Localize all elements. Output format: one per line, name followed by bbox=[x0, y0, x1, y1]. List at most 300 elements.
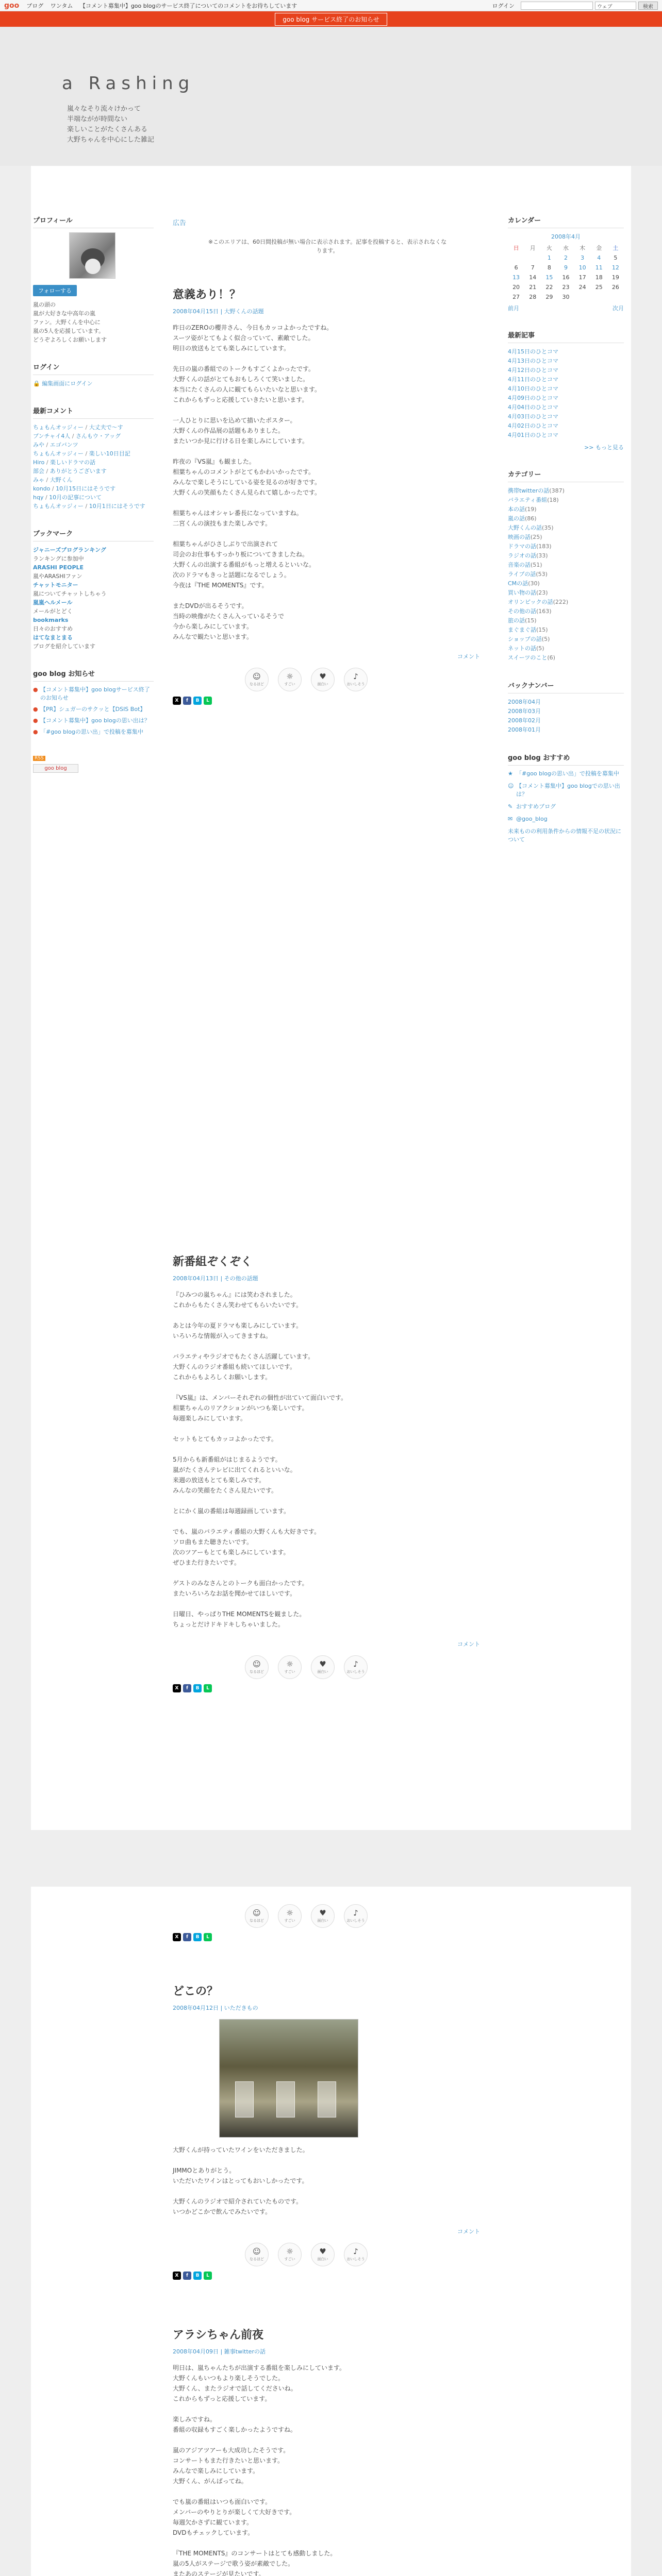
comment-item[interactable] bbox=[33, 493, 154, 502]
recommend-item[interactable] bbox=[508, 770, 624, 778]
post bbox=[173, 286, 482, 705]
line-share-icon[interactable]: L bbox=[204, 1933, 212, 1941]
category-name[interactable]: その他の話 bbox=[508, 608, 536, 615]
category-name[interactable]: CMの話 bbox=[508, 580, 528, 587]
post-paragraph: 一人ひとりに思いを込めて描いたポスター。 大野くんの作品展の話題もありました。 またいつか見に行ける日を楽しみにしています。 bbox=[173, 417, 309, 445]
calendar-day: 27 bbox=[512, 294, 520, 300]
category-item[interactable] bbox=[508, 551, 624, 561]
comment-on: / bbox=[44, 468, 50, 474]
notice-bar bbox=[0, 11, 662, 27]
profile-block bbox=[33, 215, 154, 344]
category-item[interactable] bbox=[508, 579, 624, 588]
backnumber-link[interactable]: 2008年01月 bbox=[508, 726, 541, 733]
backnumber-heading: バックナンバー bbox=[508, 680, 624, 693]
calendar-day: 14 bbox=[529, 274, 537, 281]
top-link-comment[interactable]: 【コメント募集中】goo blogのサービス終了についてのコメントをお待ちしています bbox=[79, 2, 297, 9]
category-item[interactable] bbox=[508, 542, 624, 551]
news-item[interactable] bbox=[33, 717, 154, 725]
recent-posts-block bbox=[508, 330, 624, 451]
comment-author[interactable]: ちょもんオッジィー bbox=[33, 424, 84, 431]
category-name[interactable]: バラエティ番組 bbox=[508, 497, 548, 503]
backnumber-link[interactable]: 2008年04月 bbox=[508, 699, 541, 705]
goo-logo[interactable]: goo bbox=[4, 1, 20, 10]
calendar-day[interactable]: 13 bbox=[512, 274, 520, 281]
goo-blog-badge[interactable]: goo blog bbox=[33, 764, 78, 773]
comment-post-link[interactable]: 10月の記事について bbox=[49, 494, 102, 501]
main-column bbox=[173, 1253, 482, 1692]
comment-author[interactable]: 部会 bbox=[33, 468, 44, 474]
ad-heading: 広告 bbox=[173, 219, 187, 227]
news-link[interactable]: 【コメント募集中】goo blogサービス終了のお知らせ bbox=[40, 686, 150, 701]
post-title[interactable]: アラシちゃん前夜 bbox=[173, 2329, 264, 2342]
facebook-share-icon[interactable]: f bbox=[183, 2272, 191, 2280]
category-item[interactable] bbox=[508, 561, 624, 570]
category-name[interactable]: オリンピックの話 bbox=[508, 599, 553, 605]
category-item[interactable] bbox=[508, 523, 624, 533]
reaction-button[interactable] bbox=[245, 668, 269, 691]
backnumber-link[interactable]: 2008年03月 bbox=[508, 708, 541, 715]
comment-post-link[interactable]: さんもウ・アッグ bbox=[75, 433, 121, 439]
post-date[interactable]: 2008年04月13日 | その他の話題 bbox=[173, 1275, 258, 1282]
comment-post-link[interactable]: 楽しいドラマの話 bbox=[50, 459, 96, 466]
reaction-button[interactable] bbox=[245, 1904, 269, 1928]
category-name[interactable]: 携帯twitterの話 bbox=[508, 487, 550, 494]
login-link-side[interactable]: 🔒 編集画面にログイン bbox=[33, 380, 93, 387]
comment-item[interactable] bbox=[33, 423, 154, 432]
x-share-icon[interactable]: X bbox=[173, 697, 181, 705]
calendar-day: 26 bbox=[611, 284, 619, 291]
category-name[interactable]: スイーツのこと bbox=[508, 654, 548, 661]
recent-comments-heading: 最新コメント bbox=[33, 405, 154, 419]
reaction-label: 面白い bbox=[317, 1670, 328, 1674]
calendar-day bbox=[591, 292, 607, 302]
section-gap bbox=[31, 1830, 631, 1887]
reaction-label: おいしそう bbox=[346, 682, 365, 686]
comment-author[interactable]: hqy bbox=[33, 494, 44, 501]
calendar-day[interactable]: 2 bbox=[564, 255, 568, 261]
post-title[interactable]: 新番組ぞくぞく bbox=[173, 1256, 253, 1268]
post-body bbox=[173, 1290, 482, 1630]
comment-on: / bbox=[44, 459, 51, 466]
category-item[interactable] bbox=[508, 570, 624, 579]
reaction-icon: ☺ bbox=[253, 672, 261, 681]
post-paragraph: 5月からも新番組がはじまるようです。 嵐がたくさんテレビに出てくれるといいな。 来週の放送もとても楽しみです。 みんなの笑顔をたくさん見たいです。 bbox=[173, 1456, 296, 1494]
reaction-button[interactable] bbox=[278, 2243, 302, 2266]
recommend-item[interactable] bbox=[508, 803, 624, 811]
bookmark-link[interactable]: 嵐嵐ヘルメール bbox=[33, 599, 73, 606]
blog-header bbox=[0, 27, 662, 166]
reaction-buttons bbox=[245, 668, 482, 691]
recommend-link[interactable]: 【コメント募集中】goo blogでの思い出は？ bbox=[516, 783, 620, 798]
reaction-icon: ☼ bbox=[286, 672, 293, 681]
recommend-item[interactable] bbox=[508, 815, 624, 823]
hatena-share-icon[interactable]: B bbox=[193, 697, 202, 705]
reaction-button[interactable] bbox=[278, 1655, 302, 1679]
category-item[interactable] bbox=[508, 625, 624, 635]
calendar-day: 16 bbox=[562, 274, 570, 281]
recent-post-link[interactable]: 4月01日のひとコマ bbox=[508, 432, 558, 438]
post-paragraph: ゲストのみなさんとのトークも面白かったです。 またいろいろなお話を聞かせてほしいです。 bbox=[173, 1580, 308, 1597]
comment-item[interactable] bbox=[33, 458, 154, 467]
comment-item[interactable] bbox=[33, 476, 154, 484]
rss-icon[interactable]: RSS bbox=[33, 756, 45, 761]
post-paragraph: 『ひみつの嵐ちゃん』には笑わされました。 これからもたくさん笑わせてもらいたいです。 bbox=[173, 1291, 303, 1309]
recent-post-link[interactable]: 4月10日のひとコマ bbox=[508, 385, 558, 392]
reaction-button[interactable] bbox=[278, 1904, 302, 1928]
recommend-icon: ★ bbox=[508, 770, 513, 777]
recent-post-link[interactable]: 4月03日のひとコマ bbox=[508, 413, 558, 420]
post-date[interactable]: 2008年04月15日 | 大野くんの話題 bbox=[173, 308, 264, 315]
calendar-prev-link[interactable]: 前月 bbox=[508, 305, 519, 312]
news-heading: goo blog お知らせ bbox=[33, 668, 154, 682]
comment-item[interactable] bbox=[33, 432, 154, 440]
top-link-blog[interactable]: ブログ bbox=[26, 2, 44, 9]
recommend-note[interactable]: 未来ものの利用条件からの情報不足の状況について bbox=[508, 828, 621, 843]
main-column bbox=[173, 166, 482, 705]
category-count: (6) bbox=[547, 654, 555, 661]
post-paragraph: またDVDが出るそうです。 当時の映像がたくさん入っているそうで 今から楽しみにしています。 みんなで観たいと思います。 bbox=[173, 602, 285, 640]
bookmark-link[interactable]: はてなまとまる bbox=[33, 634, 73, 641]
comment-on: / bbox=[70, 433, 76, 439]
bookmark-link[interactable]: チャットモニター bbox=[33, 582, 78, 588]
recent-posts-list bbox=[508, 347, 624, 440]
recent-post-link[interactable]: 4月09日のひとコマ bbox=[508, 395, 558, 401]
recent-post-link[interactable]: 4月12日のひとコマ bbox=[508, 367, 558, 374]
post-paragraph: でも、嵐のバラエティ番組の大野くんも大好きです。 ソロ曲もまた聴きたいです。 次のツアーもとても楽しみにしています。 ぜひまた行きたいです。 bbox=[173, 1528, 321, 1566]
reaction-label: すごい bbox=[284, 2257, 295, 2261]
comment-author[interactable]: ブンチャイ4人 bbox=[33, 433, 71, 439]
content-section-2 bbox=[31, 1238, 631, 1830]
blog-title[interactable]: a Rashing bbox=[62, 73, 195, 94]
category-name[interactable]: ラジオの話 bbox=[508, 552, 536, 559]
post-date[interactable]: 2008年04月12日 | いただきもの bbox=[173, 2005, 258, 2011]
calendar-block bbox=[508, 215, 624, 312]
reaction-button[interactable] bbox=[311, 1904, 335, 1928]
news-list bbox=[33, 686, 154, 736]
bookmark-link[interactable]: ジャニーズブログランキング bbox=[33, 547, 106, 553]
reaction-icon: ♪ bbox=[353, 1659, 358, 1669]
post bbox=[173, 1982, 482, 2280]
category-item[interactable] bbox=[508, 644, 624, 653]
calendar-day[interactable]: 11 bbox=[595, 264, 603, 271]
category-item[interactable] bbox=[508, 607, 624, 616]
recent-comments-list bbox=[33, 423, 154, 511]
comment-author[interactable]: ちょもんオッジィー bbox=[33, 503, 84, 510]
hatena-share-icon[interactable]: B bbox=[193, 2272, 202, 2280]
post bbox=[173, 1253, 482, 1692]
post-paragraph: 相葉ちゃんがひさしぶりで出演されて 司会のお仕事もすっかり板についてきましたね。 大野くんの出演する番組がもっと増えるといいな。 次のドラマもきっと話題になるでしょう。 今夜は『THE MOMENTS』です。 bbox=[173, 540, 316, 589]
post-paragraph: 昨日のZEROの櫻井さん、今日もカッコよかったですね。 スーツ姿がとてもよく似合っていて、素敵でした。 明日の放送もとても楽しみにしています。 bbox=[173, 324, 333, 352]
bookmark-link[interactable]: ARASHI PEOPLE bbox=[33, 564, 84, 571]
comment-post-link[interactable]: 10月1日にはそうです bbox=[89, 503, 145, 510]
calendar-next-link[interactable]: 次月 bbox=[613, 305, 624, 312]
reaction-button[interactable] bbox=[245, 1655, 269, 1679]
recommend-icon: ✉ bbox=[508, 816, 513, 822]
post-paragraph: 大野くんが持っていたワインをいただきました。 bbox=[173, 2146, 309, 2154]
calendar-day: 7 bbox=[531, 264, 535, 271]
recommend-list bbox=[508, 770, 624, 823]
category-count: (222) bbox=[553, 599, 569, 605]
line-share-icon[interactable]: L bbox=[204, 697, 212, 705]
comment-post-link[interactable]: ありがとうございます bbox=[49, 468, 107, 474]
comment-link[interactable]: コメント bbox=[457, 1641, 480, 1648]
post-paragraph: 相葉ちゃんはオシャレ番長になっていますね。 二宮くんの演技もまた楽しみです。 bbox=[173, 510, 303, 527]
recommend-link[interactable]: おすすめブログ bbox=[516, 803, 556, 810]
calendar-day[interactable]: 4 bbox=[597, 255, 601, 261]
recent-post-link[interactable]: 4月15日のひとコマ bbox=[508, 348, 558, 355]
calendar-nav bbox=[508, 304, 624, 312]
category-name[interactable]: まぐまぐ話 bbox=[508, 626, 536, 633]
category-name[interactable]: ショップの話 bbox=[508, 636, 542, 642]
comment-author[interactable]: kondo bbox=[33, 485, 51, 492]
facebook-share-icon[interactable]: f bbox=[183, 1684, 191, 1692]
calendar-weekday: 土 bbox=[613, 245, 619, 251]
comment-post-link[interactable]: 大野くん bbox=[49, 477, 73, 483]
recommend-item[interactable] bbox=[508, 782, 624, 799]
recommend-link[interactable]: @goo_blog bbox=[516, 816, 548, 822]
category-count: (15) bbox=[536, 626, 548, 633]
reaction-button[interactable] bbox=[245, 2243, 269, 2266]
post-paragraph: 昨夜の『VS嵐』も観ました。 相葉ちゃんのコメントがとてもかわいかったです。 みんなで楽しそうにしている姿を見るのが好きです。 大野くんの笑顔もたくさん見られて嬉しかったです。 bbox=[173, 458, 321, 496]
post-paragraph: とにかく嵐の番組は毎週録画しています。 bbox=[173, 1507, 290, 1515]
calendar-day: 23 bbox=[562, 284, 570, 291]
calendar-day: 17 bbox=[578, 274, 586, 281]
category-name[interactable]: 映画の話 bbox=[508, 534, 531, 540]
post-title[interactable]: 意義あり！？ bbox=[173, 289, 241, 301]
reaction-button[interactable] bbox=[311, 2243, 335, 2266]
bookmarks-block bbox=[33, 528, 154, 651]
bookmark-link[interactable]: bookmarks bbox=[33, 617, 69, 623]
x-share-icon[interactable]: X bbox=[173, 1684, 181, 1692]
comment-post-link[interactable]: エゴバンツ bbox=[49, 442, 78, 448]
category-item[interactable] bbox=[508, 588, 624, 598]
comment-item[interactable] bbox=[33, 484, 154, 493]
reaction-label: すごい bbox=[284, 682, 295, 686]
calendar-weekday: 日 bbox=[513, 245, 519, 251]
post-title[interactable]: どこの？ bbox=[173, 1985, 219, 1998]
category-item[interactable] bbox=[508, 616, 624, 625]
category-item[interactable] bbox=[508, 514, 624, 523]
search-scope-select[interactable]: ウェブ bbox=[595, 2, 636, 10]
comment-author[interactable]: みや bbox=[33, 442, 44, 448]
line-share-icon[interactable]: L bbox=[204, 1684, 212, 1692]
category-name[interactable]: 買い物の話 bbox=[508, 589, 536, 596]
post-paragraph: 日曜日、やっぱりTHE MOMENTSを観ました。 ちょっとだけドキドキしちゃいました。 bbox=[173, 1611, 306, 1628]
category-count: (51) bbox=[531, 562, 542, 568]
calendar-heading: カレンダー bbox=[508, 215, 624, 228]
facebook-share-icon[interactable]: f bbox=[183, 1933, 191, 1941]
post-date[interactable]: 2008年04月09日 | 雑事twitterの話 bbox=[173, 2348, 266, 2355]
x-share-icon[interactable]: X bbox=[173, 2272, 181, 2280]
recent-post-link[interactable]: 4月02日のひとコマ bbox=[508, 422, 558, 429]
top-utility-bar bbox=[0, 0, 662, 11]
post-body bbox=[173, 2363, 482, 2576]
reaction-button[interactable] bbox=[344, 2243, 368, 2266]
comment-on: / bbox=[44, 477, 50, 483]
category-count: (15) bbox=[525, 617, 537, 624]
login-link[interactable]: ログイン bbox=[492, 2, 515, 9]
category-name[interactable]: 旅の話 bbox=[508, 617, 525, 624]
calendar-day[interactable]: 15 bbox=[545, 274, 553, 281]
recent-post-link[interactable]: 4月13日のひとコマ bbox=[508, 358, 558, 364]
news-icon: ● bbox=[33, 728, 38, 735]
category-block bbox=[508, 469, 624, 663]
comment-on: / bbox=[44, 442, 50, 448]
hatena-share-icon[interactable]: B bbox=[193, 1933, 202, 1941]
reaction-icon: ☺ bbox=[253, 1659, 261, 1669]
comment-item[interactable] bbox=[33, 467, 154, 476]
category-item[interactable] bbox=[508, 505, 624, 514]
bookmark-desc: 日々のおすすめ bbox=[33, 625, 73, 632]
category-count: (35) bbox=[542, 524, 554, 531]
top-link-wantam[interactable]: ワンタム bbox=[50, 2, 73, 9]
calendar-month: 2008年4月 bbox=[551, 233, 581, 240]
post-paragraph: 嵐のアジアツアーも大成功したそうです。 コンサートもまた行きたいと思います。 みんなで楽しみにしています。 大野くん、がんばってね。 bbox=[173, 2447, 290, 2485]
category-name[interactable]: 音楽の話 bbox=[508, 562, 531, 568]
comment-author[interactable]: みゃ bbox=[33, 477, 44, 483]
comment-author[interactable]: ちょもんオッジィー bbox=[33, 450, 84, 457]
news-link[interactable]: 【コメント募集中】goo blogの思い出は？ bbox=[40, 717, 150, 724]
comment-post-link[interactable]: 楽しい10日目記 bbox=[89, 450, 130, 457]
reaction-label: 面白い bbox=[317, 1919, 328, 1923]
calendar-day[interactable]: 12 bbox=[611, 264, 619, 271]
reaction-label: おいしそう bbox=[346, 1670, 365, 1674]
comment-item[interactable] bbox=[33, 449, 154, 458]
comment-item[interactable] bbox=[33, 502, 154, 511]
calendar-day[interactable]: 1 bbox=[547, 255, 551, 261]
bookmark-desc: ブログを紹介しています bbox=[33, 643, 95, 650]
calendar-day: 19 bbox=[611, 274, 619, 281]
calendar-day[interactable]: 9 bbox=[564, 264, 568, 271]
category-name[interactable]: 大野くんの話 bbox=[508, 524, 542, 531]
reaction-button[interactable] bbox=[344, 1904, 368, 1928]
line-share-icon[interactable]: L bbox=[204, 2272, 212, 2280]
share-buttons bbox=[173, 1933, 482, 1941]
category-count: (25) bbox=[531, 534, 542, 540]
reaction-button[interactable] bbox=[278, 668, 302, 691]
category-item[interactable] bbox=[508, 486, 624, 496]
reaction-button[interactable] bbox=[311, 668, 335, 691]
category-name[interactable]: ライブの話 bbox=[508, 571, 536, 578]
reaction-label: すごい bbox=[284, 1670, 295, 1674]
news-icon: ● bbox=[33, 686, 38, 693]
calendar-day bbox=[574, 292, 591, 302]
recent-post-link[interactable]: 4月11日のひとコマ bbox=[508, 376, 558, 383]
category-name[interactable]: 嵐の話 bbox=[508, 515, 525, 522]
category-name[interactable]: ネットの話 bbox=[508, 645, 536, 652]
comment-link[interactable]: コメント bbox=[457, 653, 480, 660]
category-name[interactable]: 本の話 bbox=[508, 506, 525, 513]
calendar-day: 5 bbox=[614, 255, 618, 261]
news-link[interactable]: 【PR】シュガーのサクッと【DSIS Bot】 bbox=[40, 706, 146, 713]
search-button[interactable]: 検索 bbox=[638, 2, 658, 10]
post-paragraph: セットもとてもカッコよかったです。 bbox=[173, 1435, 277, 1443]
category-item[interactable] bbox=[508, 653, 624, 663]
follow-button[interactable]: フォローする bbox=[33, 285, 77, 296]
post-body bbox=[173, 323, 482, 642]
reaction-button[interactable] bbox=[344, 1655, 368, 1679]
hatena-share-icon[interactable]: B bbox=[193, 1684, 202, 1692]
search-input[interactable] bbox=[521, 2, 593, 10]
reaction-icon: ♥ bbox=[319, 1659, 326, 1669]
comment-on: / bbox=[84, 450, 89, 457]
news-block bbox=[33, 668, 154, 736]
category-item[interactable] bbox=[508, 533, 624, 542]
calendar-day: 18 bbox=[595, 274, 603, 281]
recent-comments-block bbox=[33, 405, 154, 511]
top-links bbox=[26, 2, 302, 10]
category-count: (30) bbox=[528, 580, 540, 587]
reaction-icon: ☺ bbox=[253, 2247, 261, 2256]
reaction-label: なるほど bbox=[250, 2257, 264, 2261]
calendar-day: 30 bbox=[562, 294, 570, 300]
reaction-buttons bbox=[245, 1655, 482, 1679]
reaction-label: なるほど bbox=[250, 682, 264, 686]
reaction-button[interactable] bbox=[344, 668, 368, 691]
reaction-label: なるほど bbox=[250, 1670, 264, 1674]
reaction-buttons bbox=[245, 1904, 482, 1928]
recommend-icon: ✎ bbox=[508, 803, 513, 810]
reaction-icon: ♥ bbox=[319, 672, 326, 681]
left-sidebar bbox=[31, 166, 159, 773]
reaction-icon: ♪ bbox=[353, 2247, 358, 2256]
comment-author[interactable]: Hiro bbox=[33, 459, 45, 466]
post-paragraph: JIMMOとありがとう。 いただいたワインはとってもおいしかったです。 bbox=[173, 2167, 308, 2184]
news-icon: ● bbox=[33, 717, 38, 724]
reaction-button[interactable] bbox=[311, 1655, 335, 1679]
calendar-weekday: 月 bbox=[529, 245, 536, 251]
calendar-day: 24 bbox=[578, 284, 586, 291]
news-item[interactable] bbox=[33, 686, 154, 702]
backnumber-link[interactable]: 2008年02月 bbox=[508, 717, 541, 724]
recent-post-link[interactable]: 4月04日のひとコマ bbox=[508, 404, 558, 411]
category-item[interactable] bbox=[508, 496, 624, 505]
news-item[interactable] bbox=[33, 705, 154, 714]
comment-on: / bbox=[50, 485, 56, 492]
post-paragraph: あとは今年の夏ドラマも楽しみにしています。 いろいろな情報が入ってきますね。 bbox=[173, 1322, 303, 1340]
news-link[interactable]: 「#goo blogの思い出」で投稿を募集中 bbox=[40, 728, 143, 735]
category-item[interactable] bbox=[508, 598, 624, 607]
calendar-weekday: 木 bbox=[580, 245, 586, 251]
facebook-share-icon[interactable]: f bbox=[183, 697, 191, 705]
profile-name: 嵐の頭の bbox=[33, 301, 56, 308]
recent-posts-heading: 最新記事 bbox=[508, 330, 624, 343]
reaction-icon: ☺ bbox=[253, 1908, 261, 1918]
post-paragraph: 大野くんのラジオで紹介されていたものです。 いつかどこかで飲んでみたいです。 bbox=[173, 2198, 303, 2215]
reaction-icon: ☼ bbox=[286, 2247, 293, 2256]
comment-post-link[interactable]: 大丈夫で〜す bbox=[89, 424, 123, 431]
comment-on: / bbox=[84, 424, 89, 431]
post-photo[interactable] bbox=[219, 2019, 358, 2138]
x-share-icon[interactable]: X bbox=[173, 1933, 181, 1941]
category-item[interactable] bbox=[508, 635, 624, 644]
comment-item[interactable] bbox=[33, 440, 154, 449]
calendar-day[interactable]: 3 bbox=[581, 255, 585, 261]
comment-link[interactable]: コメント bbox=[457, 2228, 480, 2235]
category-count: (183) bbox=[536, 543, 552, 550]
notice-link[interactable]: goo blog サービス終了のお知らせ bbox=[275, 13, 387, 26]
recent-more-link[interactable]: >> もっと見る bbox=[584, 444, 624, 451]
share-buttons bbox=[173, 1684, 482, 1692]
calendar-day bbox=[508, 253, 524, 263]
comment-post-link[interactable]: 10月15日にはそうです bbox=[56, 485, 116, 492]
news-item[interactable] bbox=[33, 728, 154, 736]
category-name[interactable]: ドラマの話 bbox=[508, 543, 536, 550]
ad-note: ※このエリアは、60日間投稿が無い場合に表示されます。記事を投稿すると、表示されなくなります。 bbox=[208, 239, 447, 254]
recommend-link[interactable]: 「#goo blogの思い出」で投稿を募集中 bbox=[516, 770, 619, 777]
reaction-label: 面白い bbox=[317, 682, 328, 686]
calendar-day[interactable]: 10 bbox=[578, 264, 586, 271]
